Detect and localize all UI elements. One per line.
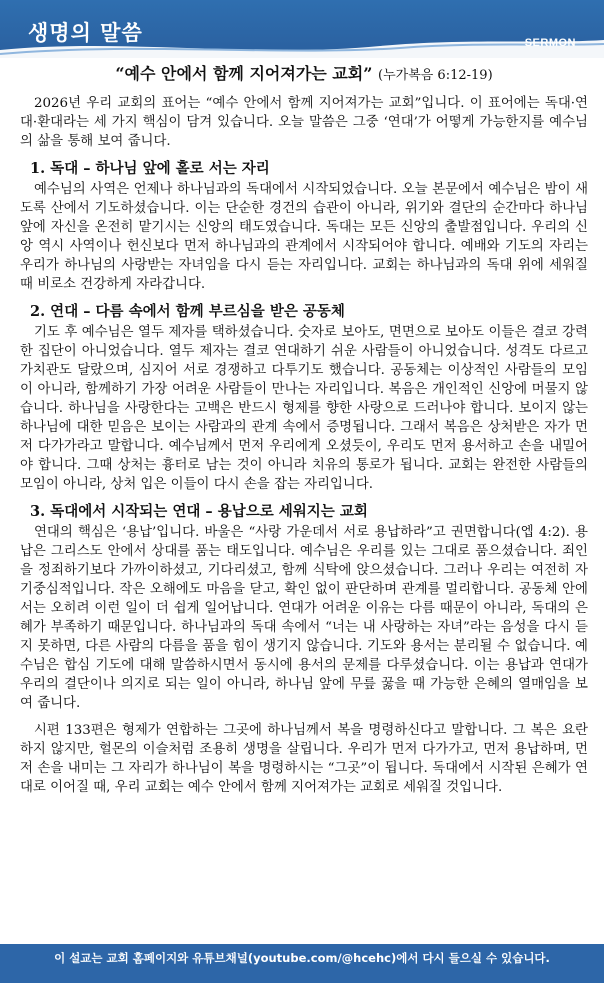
section-1-heading: 1. 독대 – 하나님 앞에 홀로 서는 자리 xyxy=(30,160,270,177)
sermon-title xyxy=(20,64,588,86)
scripture-reference: (누가복음 6:12-19) xyxy=(378,68,493,83)
header-title: 생명의 말씀 xyxy=(28,21,143,45)
header-tag: SERMON xyxy=(524,37,576,49)
sermon-content xyxy=(20,62,588,797)
footer-notice: 이 설교는 교회 홈페이지와 유튜브채널(youtube.com/@hcehc)에서 다시 들으실 수 있습니다. xyxy=(54,951,550,965)
section-3-body: 연대의 핵심은 ‘용납’입니다. 바울은 “사랑 가운데서 서로 용납하라”고 권면합니다(엡 4:2). 용납은 그리스도 안에서 상대를 품는 태도입니다. 예수님은 우리를 있는 그대로 품으셨습니다. 죄인을 정죄하기보다 가까이하셨고, 기다리셨고, 함께 식탁에 앉으셨습니다. 그러나 우리는 여전히 자기중심적입니다. 작은 오해에도 마음을 닫고, 확인 없이 판단하며 관계를 멀리합니다. 공동체 안에서는 오히려 이런 일이 더 쉽게 일어납니다. 연대가 어려운 이유는 다름 때문이 아니라, 독대의 은혜가 부족하기 때문입니다. 하나님과의 독대 속에서 “너는 내 사랑하는 자녀”라는 음성을 다시 듣지 못하면, 다른 사람의 다름을 품을 힘이 생기지 않습니다. 기도와 용서는 분리될 수 없습니다. 예수님은 합심 기도에 대해 말씀하시면서 동시에 용서의 문제를 다루셨습니다. 이는 용납과 연대가 우리의 결단이나 의지로 되는 일이 아니라, 하나님 앞에 무릎 꿇을 때 가능한 은혜의 열매임을 보여 줍니다. xyxy=(20,525,588,711)
section-1-body: 예수님의 사역은 언제나 하나님과의 독대에서 시작되었습니다. 오늘 본문에서 예수님은 밤이 새도록 산에서 기도하셨습니다. 이는 단순한 경건의 습관이 아니라, 위기와 결단의 순간마다 하나님 앞에 자신을 온전히 맡기시는 신앙의 태도였습니다. 독대는 모든 신앙의 출발점입니다. 우리의 신앙 역시 사역이나 헌신보다 먼저 하나님과의 관계에서 시작되어야 합니다. 예배와 기도의 자리는 우리가 하나님의 사랑받는 자녀임을 다시 듣는 자리입니다. 교회는 하나님과의 독대 위에 세워질 때 비로소 건강하게 자라갑니다. xyxy=(20,182,588,292)
sermon-title-text: “예수 안에서 함께 지어져가는 교회” xyxy=(115,64,373,83)
header-banner xyxy=(0,0,604,58)
intro-paragraph: 2026년 우리 교회의 표어는 “예수 안에서 함께 지어져가는 교회”입니다. 이 표어에는 독대·연대·환대라는 세 가지 핵심이 담겨 있습니다. 오늘 말씀은 그중 ‘연대’가 어떻게 가능한지를 예수님의 삶을 통해 보여 줍니다. xyxy=(20,96,588,149)
section-3-heading: 3. 독대에서 시작되는 연대 – 용납으로 세워지는 교회 xyxy=(30,503,368,520)
closing-paragraph: 시편 133편은 형제가 연합하는 그곳에 하나님께서 복을 명령하신다고 말합니다. 그 복은 요란하지 않지만, 헐몬의 이슬처럼 조용히 생명을 살립니다. 우리가 먼저 다가가고, 먼저 용납하며, 먼저 손을 내미는 그 자리가 하나님이 복을 명령하시는 “그곳”이 됩니다. 독대에서 시작된 은혜가 연대로 이어질 때, 우리 교회는 예수 안에서 함께 지어져가는 교회로 세워질 것입니다. xyxy=(20,723,588,795)
section-2-heading: 2. 연대 – 다름 속에서 함께 부르심을 받은 공동체 xyxy=(30,303,345,320)
footer-banner xyxy=(0,944,604,983)
section-2-body: 기도 후 예수님은 열두 제자를 택하셨습니다. 숫자로 보아도, 면면으로 보아도 이들은 결코 강력한 집단이 아니었습니다. 열두 제자는 결코 연대하기 쉬운 사람들이 아니었습니다. 성격도 다르고 가치관도 달랐으며, 심지어 서로 경쟁하고 다투기도 했습니다. 공동체는 이상적인 사람들의 모임이 아니라, 함께하기 가장 어려운 사람들이 만나는 자리입니다. 복음은 개인적인 신앙에 머물지 않습니다. 하나님을 사랑한다는 고백은 반드시 형제를 향한 사랑으로 드러나야 합니다. 보이지 않는 하나님에 대한 믿음은 보이는 사람과의 관계 속에서 증명됩니다. 그래서 복음은 상처받은 자가 먼저 다가가라고 말합니다. 예수님께서 먼저 우리에게 오셨듯이, 우리도 먼저 용서하고 손을 내밀어야 합니다. 그때 상처는 흉터로 남는 것이 아니라 치유의 통로가 됩니다. 교회는 완전한 사람들의 모임이 아니라, 상처 입은 이들이 다시 손을 잡는 자리입니다. xyxy=(20,325,588,492)
